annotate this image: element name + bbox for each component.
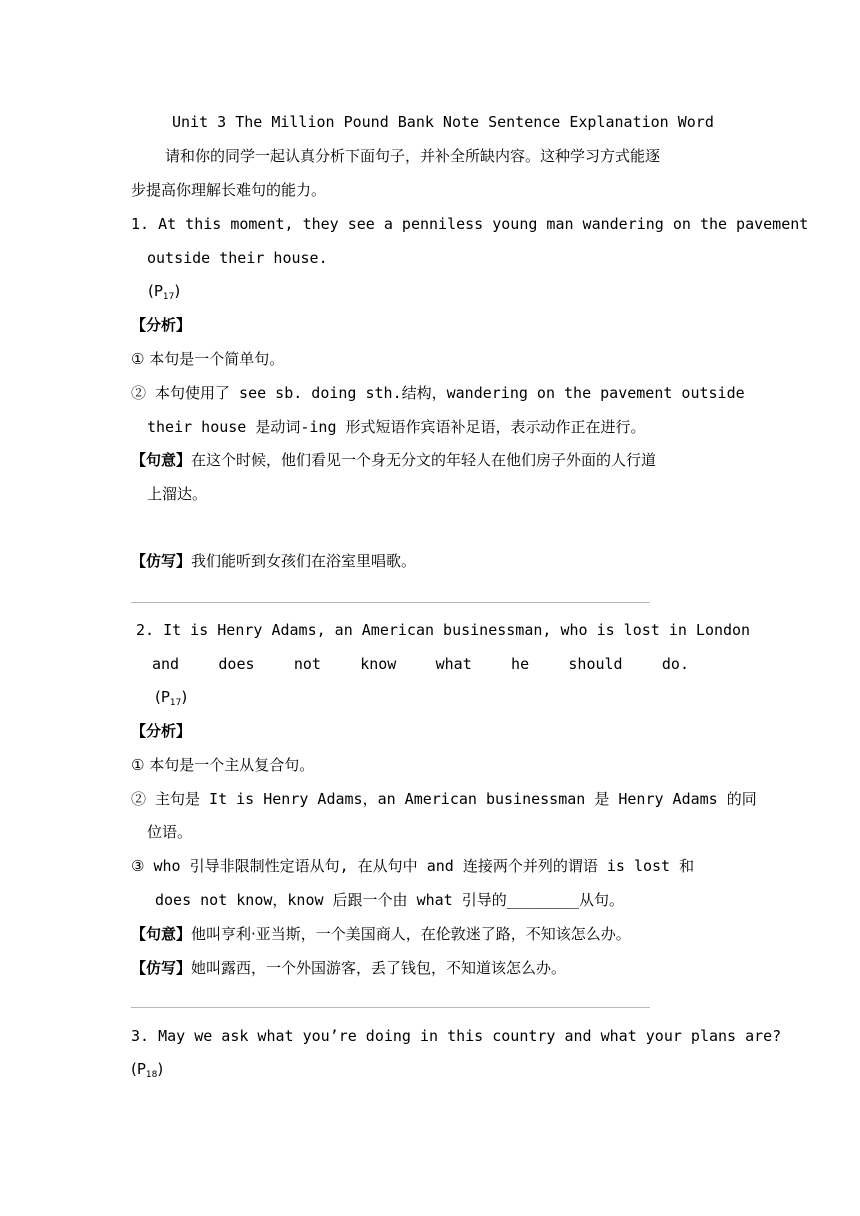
sentence-word: should [568,655,623,673]
item1-analysis-3: their house 是动词-ing 形式短语作宾语补足语，表示动作正在进行。 [147,418,646,436]
item2-analysis-label: 【分析】 [131,722,192,740]
sentence-word: not [293,655,321,673]
item2-analysis-4: ③ who 引导非限制性定语从句, 在从句中 and 连接两个并列的谓语 is lost 和 [131,857,695,875]
imitation-label: 【仿写】 [131,959,192,977]
item1-meaning-cont: 上溜达。 [147,485,208,503]
document-title: Unit 3 The Million Pound Bank Note Sentence Explanation Word [172,113,714,131]
meaning-label: 【句意】 [131,925,192,943]
page-ref-suffix: ) [181,688,188,706]
page-ref-number: 17 [169,698,182,708]
item2-sentence-line2 [152,654,689,674]
item1-meaning [131,450,656,470]
meaning-text: 他叫亨利·亚当斯，一个美国商人，在伦敦迷了路，不知该怎么办。 [191,925,631,943]
sentence-word: he [511,655,530,673]
sentence-word: know [360,655,397,673]
item1-sentence-line1: 1. At this moment, they see a penniless young man wandering on the pavement [131,215,809,233]
item2-meaning [131,924,631,944]
imitation-text: 我们能听到女孩们在浴室里唱歌。 [191,552,417,570]
item2-analysis-1: ① 本句是一个主从复合句。 [131,756,315,774]
page-ref-prefix: (P [155,688,170,706]
item3-sentence-line1: 3. May we ask what you’re doing in this country and what your plans are? [131,1027,782,1045]
item2-page-ref [155,687,187,713]
item1-page-ref [148,281,180,307]
page-ref-number: 18 [145,1070,158,1080]
item1-analysis-2: ② 本句使用了 see sb. doing sth.结构，wandering on the pavement outside [131,384,745,402]
page-ref-suffix: ) [157,1060,164,1078]
page-ref-prefix: (P [131,1060,146,1078]
item2-answer-line[interactable] [131,1007,650,1008]
item1-sentence-line2: outside their house. [147,249,328,267]
sentence-word: and [152,655,180,673]
intro-line-1: 请和你的同学一起认真分析下面句子，并补全所缺内容。这种学习方式能逐 [165,147,661,165]
sentence-word: what [435,655,472,673]
page-ref-suffix: ) [174,282,181,300]
item2-sentence-line1: 2. It is Henry Adams, an American businessman, who is lost in London [136,621,751,639]
item2-analysis-3: 位语。 [147,823,193,841]
item1-answer-line[interactable] [131,602,650,603]
meaning-label: 【句意】 [131,451,192,469]
item3-page-ref [131,1059,163,1085]
item1-analysis-label: 【分析】 [131,316,192,334]
intro-line-2: 步提高你理解长难句的能力。 [131,181,327,199]
item2-analysis-2: ② 主句是 It is Henry Adams，an American businessman 是 Henry Adams 的同 [131,790,757,808]
imitation-text: 她叫露西，一个外国游客，丢了钱包，不知道该怎么办。 [191,959,567,977]
item2-analysis-5: does not know，know 后跟一个由 what 引导的________从句。 [155,891,624,909]
item1-imitation [131,551,416,571]
item1-analysis-1: ① 本句是一个简单句。 [131,350,285,368]
sentence-word: does [218,655,255,673]
meaning-text: 在这个时候，他们看见一个身无分文的年轻人在他们房子外面的人行道 [191,451,657,469]
item2-imitation [131,958,566,978]
page-ref-number: 17 [162,292,175,302]
sentence-word: do. [661,655,689,673]
page-ref-prefix: (P [148,282,163,300]
imitation-label: 【仿写】 [131,552,192,570]
